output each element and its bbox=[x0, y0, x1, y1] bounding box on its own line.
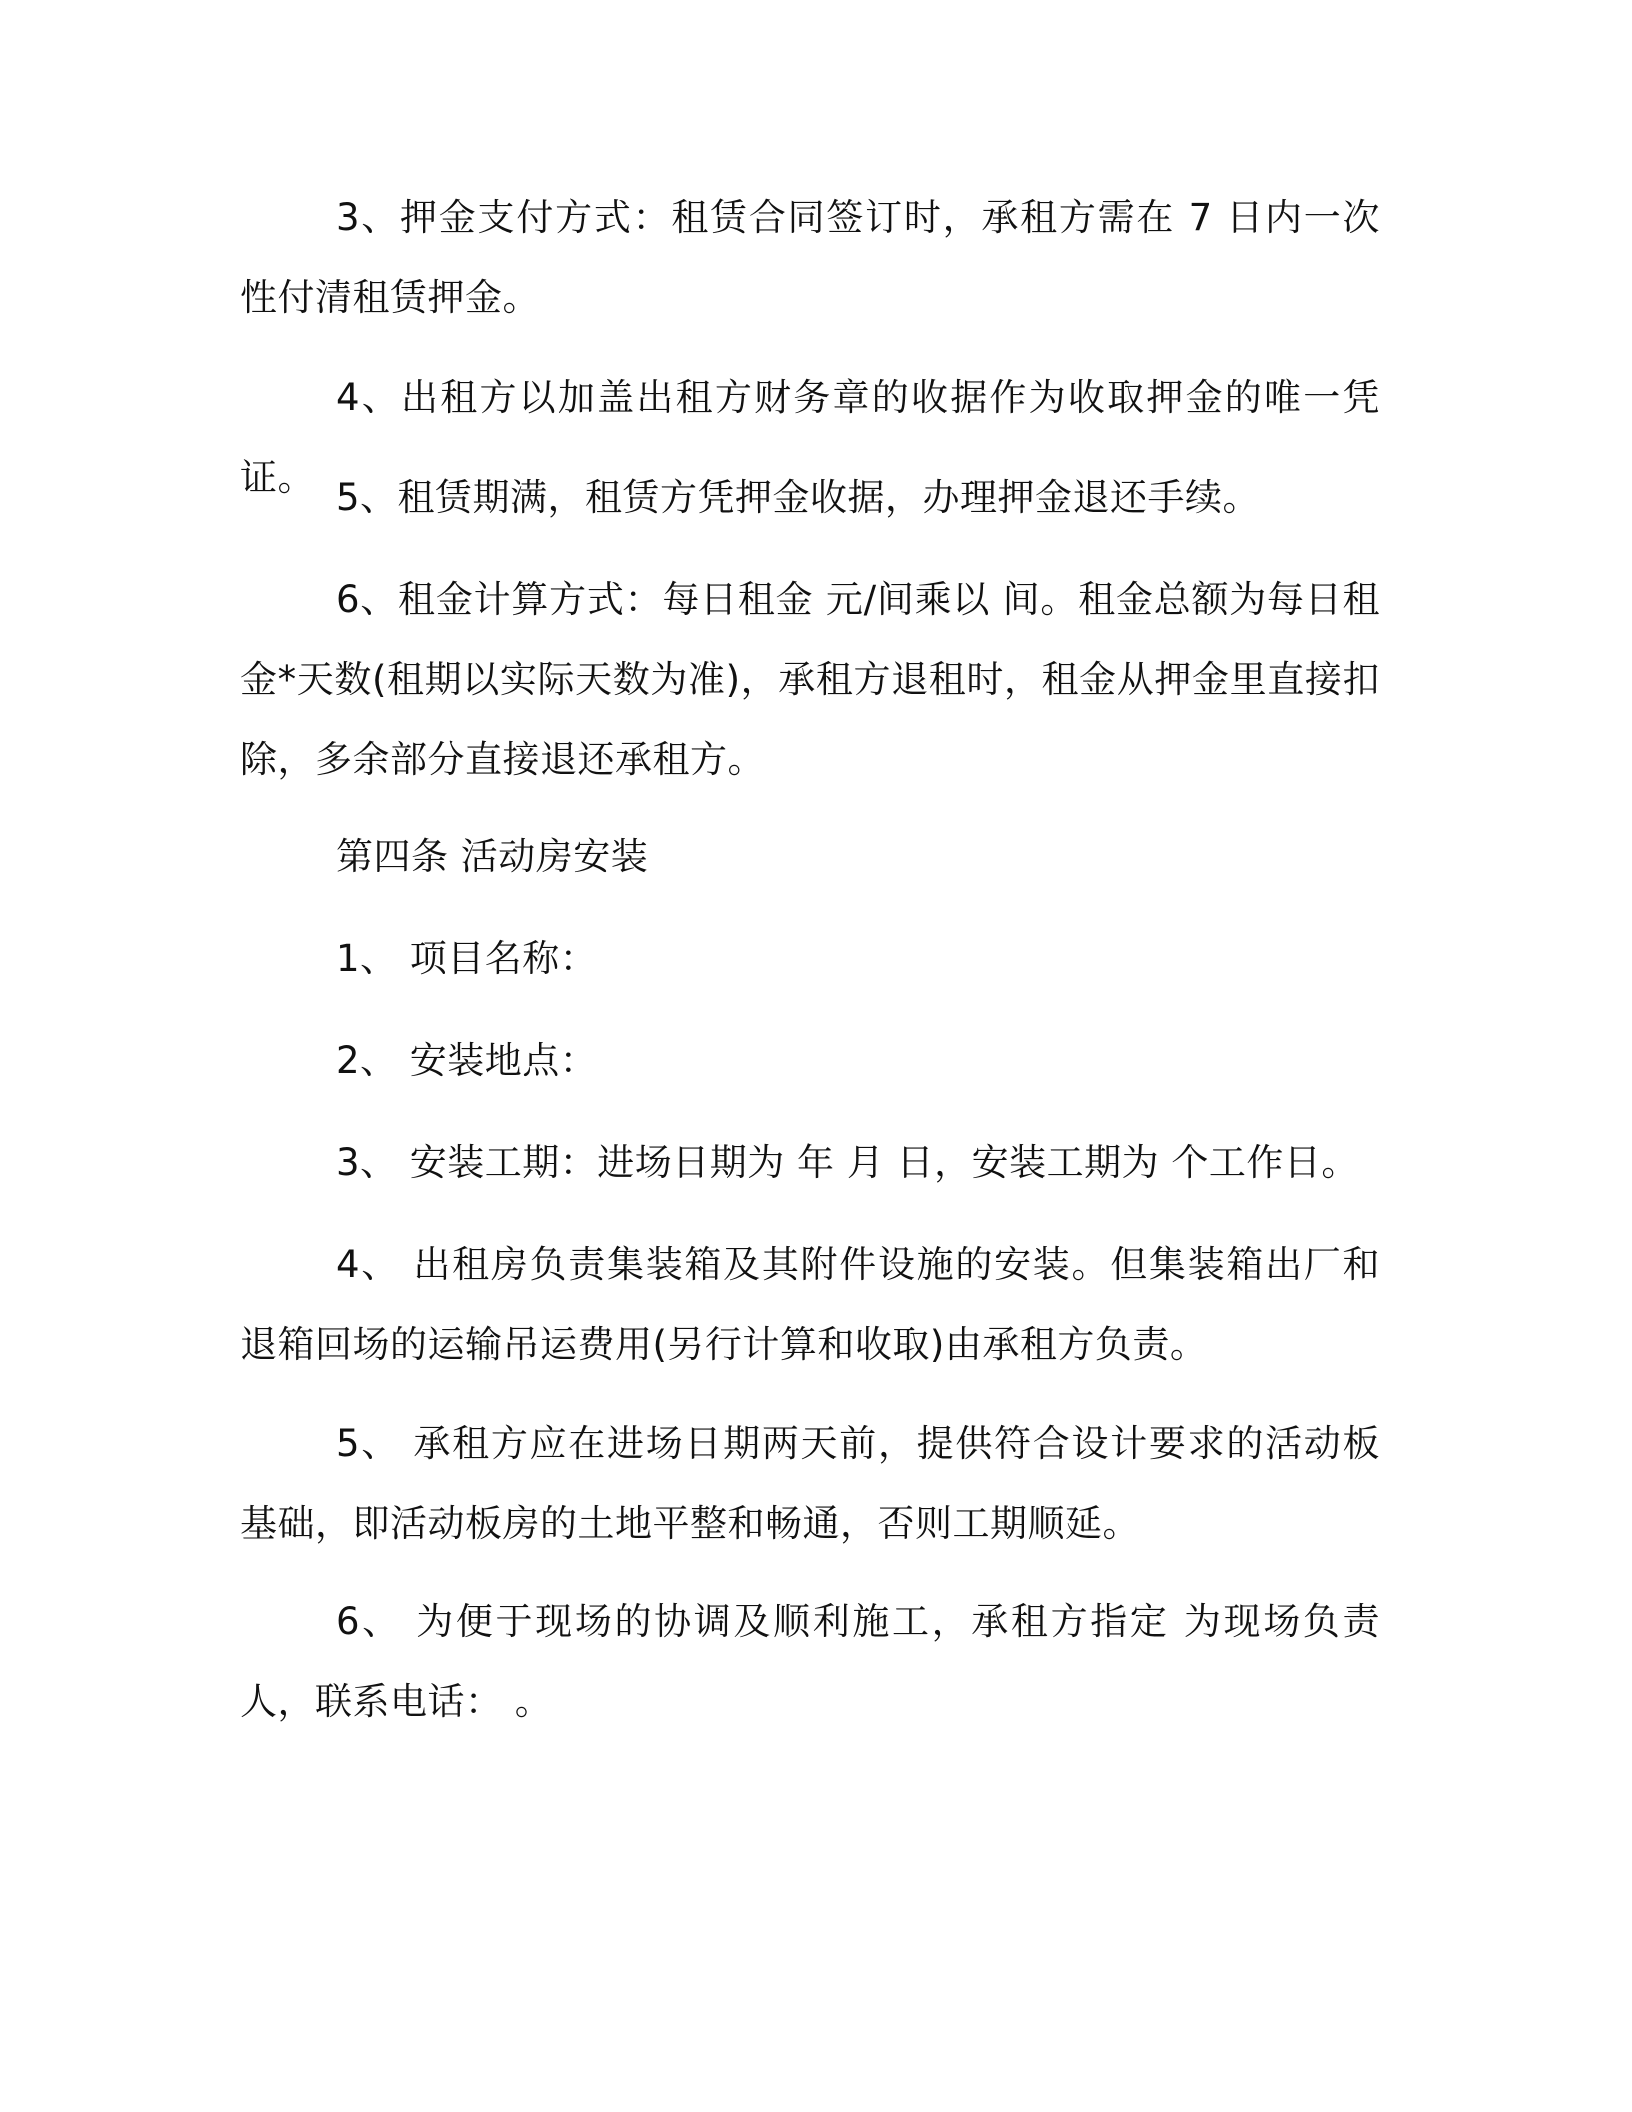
clause-4-deposit-receipt: 4、出租方以加盖出租方财务章的收据作为收取押金的唯一凭证。 bbox=[240, 376, 1380, 499]
item-5-foundation-preparation: 5、 承租方应在进场日期两天前，提供符合设计要求的活动板基础，即活动板房的土地平整和畅通，否则工期顺延。 bbox=[240, 1422, 1380, 1545]
section-heading-article-4: 第四条 活动房安装 bbox=[336, 835, 649, 878]
item-3-install-period: 3、 安装工期：进场日期为 年 月 日，安装工期为 个工作日。 bbox=[336, 1141, 1359, 1184]
item-6-site-contact: 6、 为便于现场的协调及顺利施工，承租方指定 为现场负责人，联系电话： 。 bbox=[240, 1600, 1380, 1723]
item-1-project-name: 1、 项目名称： bbox=[336, 937, 598, 980]
clause-5-deposit-refund: 5、租赁期满，租赁方凭押金收据，办理押金退还手续。 bbox=[336, 476, 1261, 519]
item-4-lessor-installation: 4、 出租房负责集装箱及其附件设施的安装。但集装箱出厂和退箱回场的运输吊运费用(另行计算和收取)由承租方负责。 bbox=[240, 1243, 1380, 1366]
clause-6-rent-calculation: 6、租金计算方式：每日租金 元/间乘以 间。租金总额为每日租金*天数(租期以实际天数为准)，承租方退租时，租金从押金里直接扣除，多余部分直接退还承租方。 bbox=[240, 578, 1380, 781]
item-2-install-location: 2、 安装地点： bbox=[336, 1039, 598, 1082]
clause-3-deposit-payment: 3、押金支付方式：租赁合同签订时，承租方需在 7 日内一次性付清租赁押金。 bbox=[240, 196, 1380, 319]
